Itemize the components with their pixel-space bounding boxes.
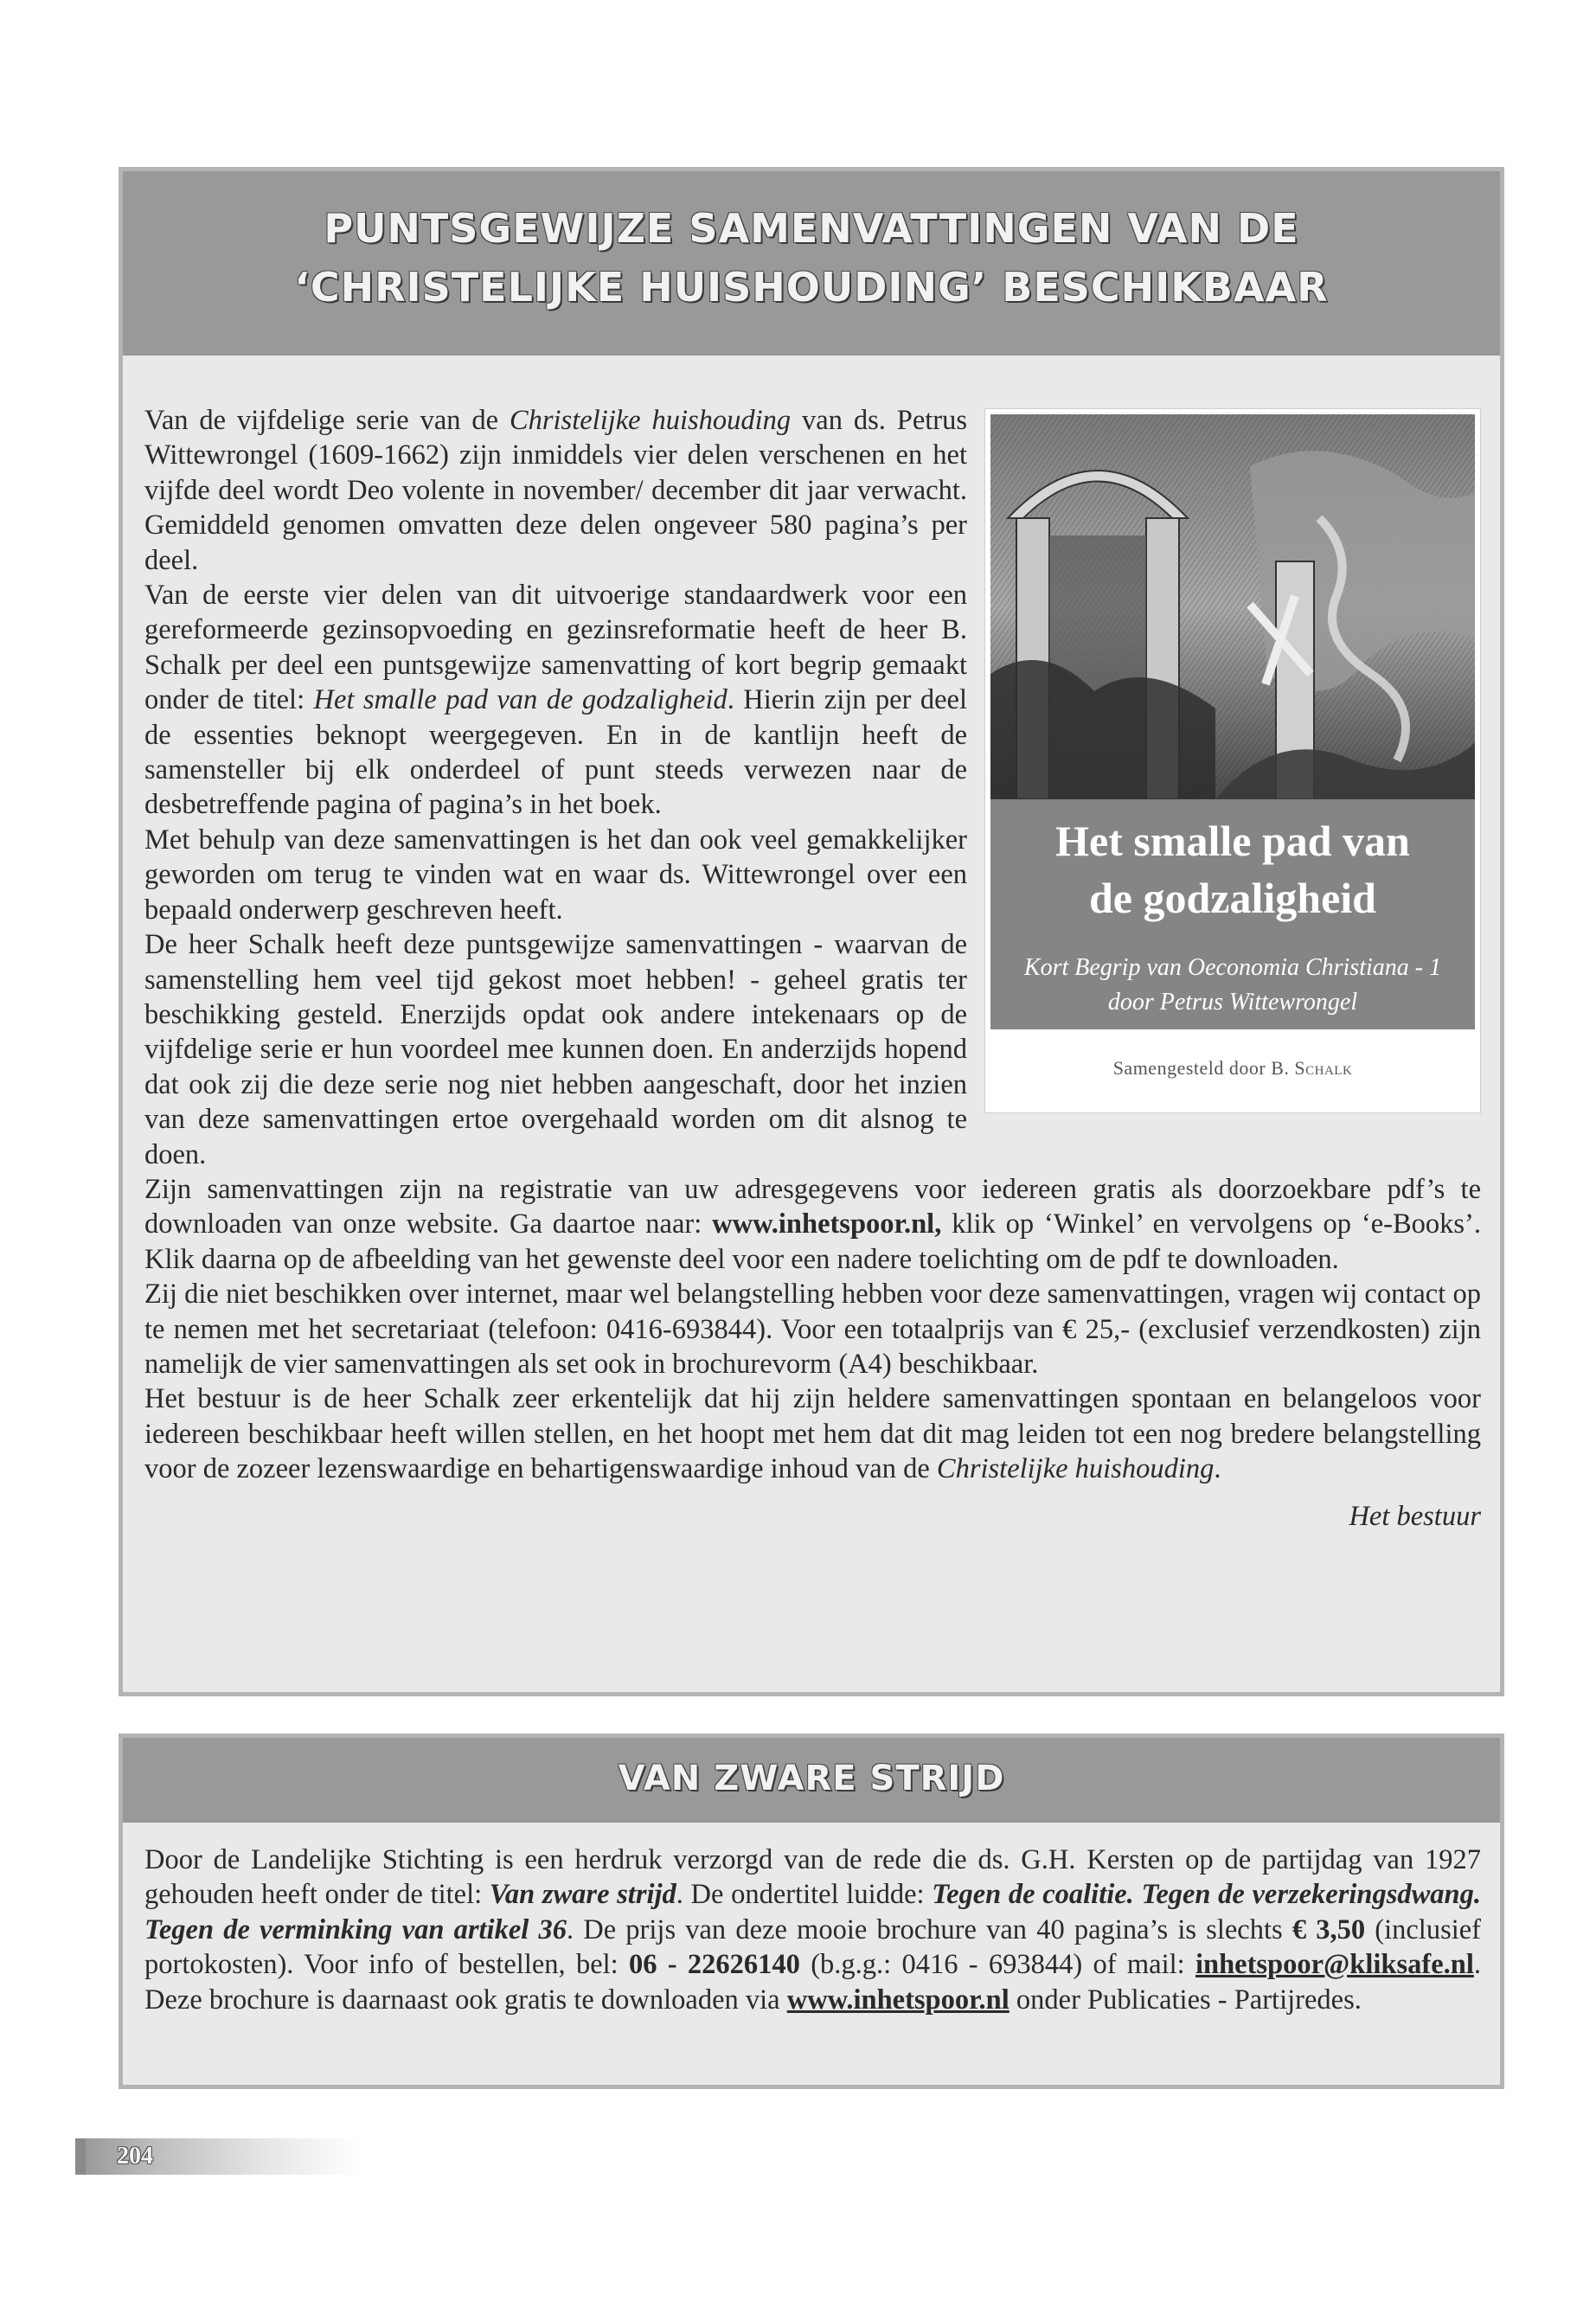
page-number: 204 [117,2143,153,2170]
book-cover [990,414,1475,1107]
title-line-1: PUNTSGEWIJZE SAMENVATTINGEN VAN DE [324,205,1299,252]
paragraph: Door de Landelijke Stichting is een herdruk verzorgd van de rede die ds. G.H. Kersten op de partijdag van 1927 gehouden heeft onder de titel: Van zware strijd. De ondertitel luidde: Tegen de coalitie. Tegen de verzekeringsdwang. Tegen de verminking van artikel 36. De prijs van deze mooie brochure van 40 pagina’s is slechts € 3,50 (inclusief portokosten). Voor info of bestellen, bel: 06 - 22626140 (b.g.g.: 0416 - 693844) of mail: inhetspoor@kliksafe.nl. Deze brochure is daarnaast ook gratis te downloaden via www.inhetspoor.nl onder Publicaties - Partijredes. [144,1844,1482,2016]
price: € 3,50 [1292,1913,1366,1945]
page-number-tab [75,2138,361,2175]
paragraph-2: Van de eerste vier delen van dit uitvoerige standaardwerk voor een gereformeerde gezinsopvoeding en gezinsreformatie heeft de heer B. Schalk per deel een puntsgewijze samenvatting of kort begrip gemaakt onder de titel: Het smalle pad van de godzaligheid. Hierin zijn per deel de essenties beknopt weergegeven. En in de kantlijn heeft de samensteller bij elk onderdeel of punt steeds verwezen naar de desbetreffende pagina of pagina’s in het boek. [144,580,967,821]
title-line-2: ‘CHRISTELIJKE HUISHOUDING’ BESCHIKBAAR [294,264,1329,311]
cover-subtitle: Kort Begrip van Oeconomia Christiana - 1 door Petrus Wittewrongel [1023,954,1442,1016]
article-title [123,171,1500,356]
paragraph-7: Het bestuur is de heer Schalk zeer erkentelijk dat hij zijn heldere samenvattingen spontaan en belangeloos voor iedereen beschikbaar heeft willen stellen, en het hoopt met hem dat dit mag leiden tot een nog bredere belangstelling voor de zozeer lezenswaardige en behartigenswaardige inhoud van de Christelijke huishouding. [144,1383,1481,1485]
paragraph-5: Zijn samenvattingen zijn na registratie van uw adresgegevens voor iedereen gratis als doorzoekbare pdf’s te downloaden van onze website. Ga daartoe naar: www.inhetspoor.nl, klik op ‘Winkel’ en vervolgens op ‘e-Books’. Klik daarna op de afbeelding van het gewenste deel voor een nadere toelichting om de pdf te downloaden. [144,1173,1481,1275]
paragraph-1: Van de vijfdelige serie van de Christelijke huishouding van ds. Petrus Wittewrongel (1609-1662) zijn inmiddels vier delen verschenen en het vijfde deel wordt Deo volente in november/ december dit jaar verwacht. Gemiddeld genomen omvatten deze delen ongeveer 580 pagina’s per deel. [144,405,968,576]
cover-title: Het smalle pad van de godzaligheid [1055,817,1410,922]
signature: Het bestuur [1349,1500,1481,1532]
article-box-zware-strijd [119,1734,1504,2089]
website-link[interactable]: www.inhetspoor.nl [786,1984,1010,2016]
website-link[interactable]: www.inhetspoor.nl, [712,1208,942,1240]
cover-credit: Samengesteld door B. Schalk [990,1029,1475,1107]
article-body [123,403,1500,1534]
phone-number: 06 - 22626140 [629,1949,800,1981]
paragraph-3: Met behulp van deze samenvattingen is het dan ook veel gemakkelijker geworden om terug te vinden wat en waar ds. Wittewrongel over een bepaald onderwerp geschreven heeft. [144,824,967,926]
paragraph-4: De heer Schalk heeft deze puntsgewijze samenvattingen - waarvan de samenstelling hem veel tijd gekost moet hebben! - geheel gratis ter beschikking gesteld. Enerzijds opdat ook andere intekenaars op de vijfdelige serie er hun voordeel mee kunnen doen. En anderzijds hopend dat ook zij die deze serie nog niet hebben aangeschaft, door het inzien van deze samenvattingen ertoe overgehaald worden om dit alsnog te doen. [144,929,967,1170]
article-box-samenvattingen [119,167,1504,1696]
engraving-illustration [990,414,1475,799]
email-link[interactable]: inhetspoor@kliksafe.nl [1195,1949,1474,1981]
article-title: VAN ZWARE STRIJD [123,1738,1500,1823]
article-body [123,1843,1500,2017]
paragraph-6: Zij die niet beschikken over internet, maar wel belangstelling hebben voor deze samenvattingen, vragen wij contact op te nemen met het secretariaat (telefoon: 0416-693844). Voor een totaalprijs van € 25,- (exclusief verzendkosten) zijn namelijk de vier samenvattingen als set ook in brochurevorm (A4) beschikbaar. [144,1279,1481,1380]
book-cover-image [984,408,1481,1113]
